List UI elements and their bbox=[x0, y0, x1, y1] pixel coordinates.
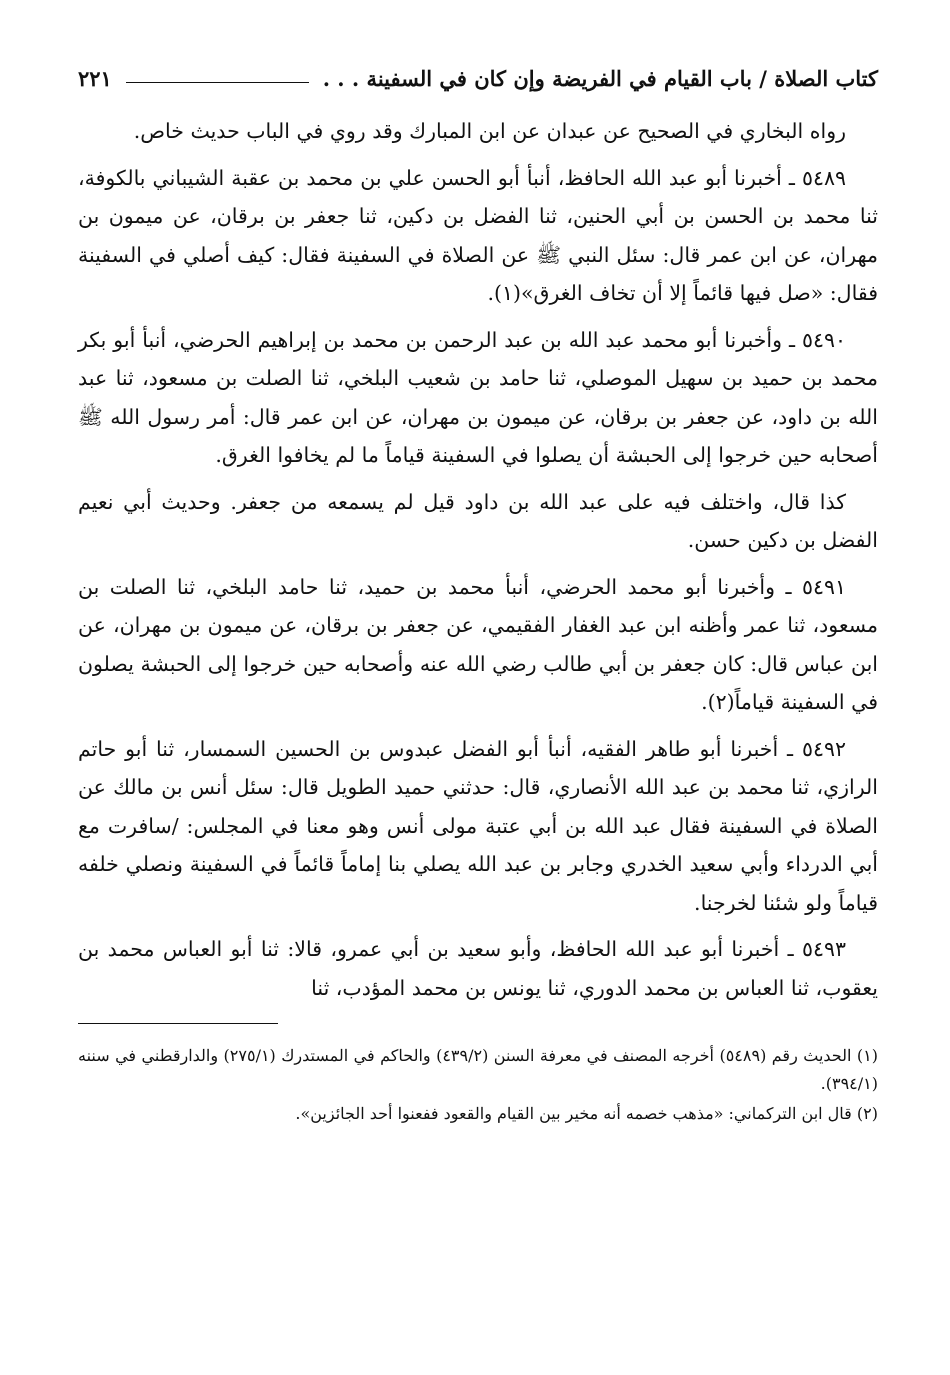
footnote-2: (٢) قال ابن التركماني: «مذهب خصمه أنه مخير بين القيام والقعود ففعنوا أحد الجائزين». bbox=[295, 1104, 878, 1123]
hadith-5492: ٥٤٩٢ ـ أخبرنا أبو طاهر الفقيه، أنبأ أبو الفضل عبدوس بن الحسين السمسار، ثنا أبو حاتم الرازي، ثنا محمد بن عبد الله الأنصاري، قال: حدثني حميد الطويل قال: سئل أنس بن مالك عن الصلاة في السفينة فقال عبد الله بن أبي عتبة مولى أنس وهو معنا في المجلس: /سافرت مع أبي الدرداء وأبي سعيد الخدري وجابر بن عبد الله يصلي بنا إماماً قائماً في السفينة ونصلي خلفه قياماً ولو شئنا لخرجنا. bbox=[78, 736, 878, 915]
page-number: ٢٢١ bbox=[78, 65, 112, 91]
paragraph-intro: رواه البخاري في الصحيح عن عبدان عن ابن المبارك وقد روي في الباب حديث خاص. bbox=[133, 119, 846, 143]
running-head bbox=[78, 58, 878, 98]
running-head-title: كتاب الصلاة / باب القيام في الفريضة وإن كان في السفينة . . . bbox=[322, 65, 878, 91]
hadith-5490: ٥٤٩٠ ـ وأخبرنا أبو محمد عبد الله بن عبد الرحمن بن محمد بن إبراهيم الحرضي، أنبأ أبو بكر محمد بن حميد بن سهيل الموصلي، ثنا حامد بن شعيب البلخي، ثنا الصلت بن مسعود، ثنا عبد الله بن داود، عن جعفر بن برقان، عن ميمون بن مهران، عن ابن عمر قال: أمر رسول الله ﷺ أصحابه حين خرجوا إلى الحبشة أن يصلوا في السفينة قياماً ما لم يخافوا الغرق. bbox=[78, 327, 878, 467]
hadith-5491: ٥٤٩١ ـ وأخبرنا أبو محمد الحرضي، أنبأ محمد بن حميد، ثنا حامد البلخي، ثنا الصلت بن مسعود، ثنا عمر وأظنه ابن عبد الغفار الفقيمي، عن جعفر بن برقان، عن ميمون بن مهران، عن ابن عباس قال: كان جعفر بن أبي طالب رضي الله عنه وأصحابه حين خرجوا إلى الحبشة يصلون في السفينة قياماً(٢). bbox=[78, 574, 878, 714]
footnote-divider bbox=[78, 1023, 278, 1024]
paragraph-comment: كذا قال، واختلف فيه على عبد الله بن داود قيل لم يسمعه من جعفر. وحديث أبي نعيم الفضل بن دكين حسن. bbox=[78, 489, 878, 552]
main-text bbox=[78, 112, 878, 1007]
header-rule bbox=[126, 82, 309, 83]
footnote-1: (١) الحديث رقم (٥٤٨٩) أخرجه المصنف في معرفة السنن (٤٣٩/٢) والحاكم في المستدرك (٢٧٥/١) والدارقطني في سننه (٣٩٤/١). bbox=[78, 1046, 878, 1093]
footnotes bbox=[78, 1042, 878, 1128]
hadith-5489: ٥٤٨٩ ـ أخبرنا أبو عبد الله الحافظ، أنبأ أبو الحسن علي بن محمد بن عقبة الشيباني بالكوفة، ثنا محمد بن الحسن بن أبي الحنين، ثنا الفضل بن دكين، ثنا جعفر بن برقان، عن ميمون بن مهران، عن ابن عمر قال: سئل النبي ﷺ عن الصلاة في السفينة فقال: كيف أصلي في السفينة فقال: «صل فيها قائماً إلا أن تخاف الغرق»(١). bbox=[78, 165, 878, 305]
hadith-5493: ٥٤٩٣ ـ أخبرنا أبو عبد الله الحافظ، وأبو سعيد بن أبي عمرو، قالا: ثنا أبو العباس محمد بن يعقوب، ثنا العباس بن محمد الدوري، ثنا يونس بن محمد المؤدب، ثنا bbox=[78, 937, 878, 1000]
book-page bbox=[78, 58, 878, 1130]
